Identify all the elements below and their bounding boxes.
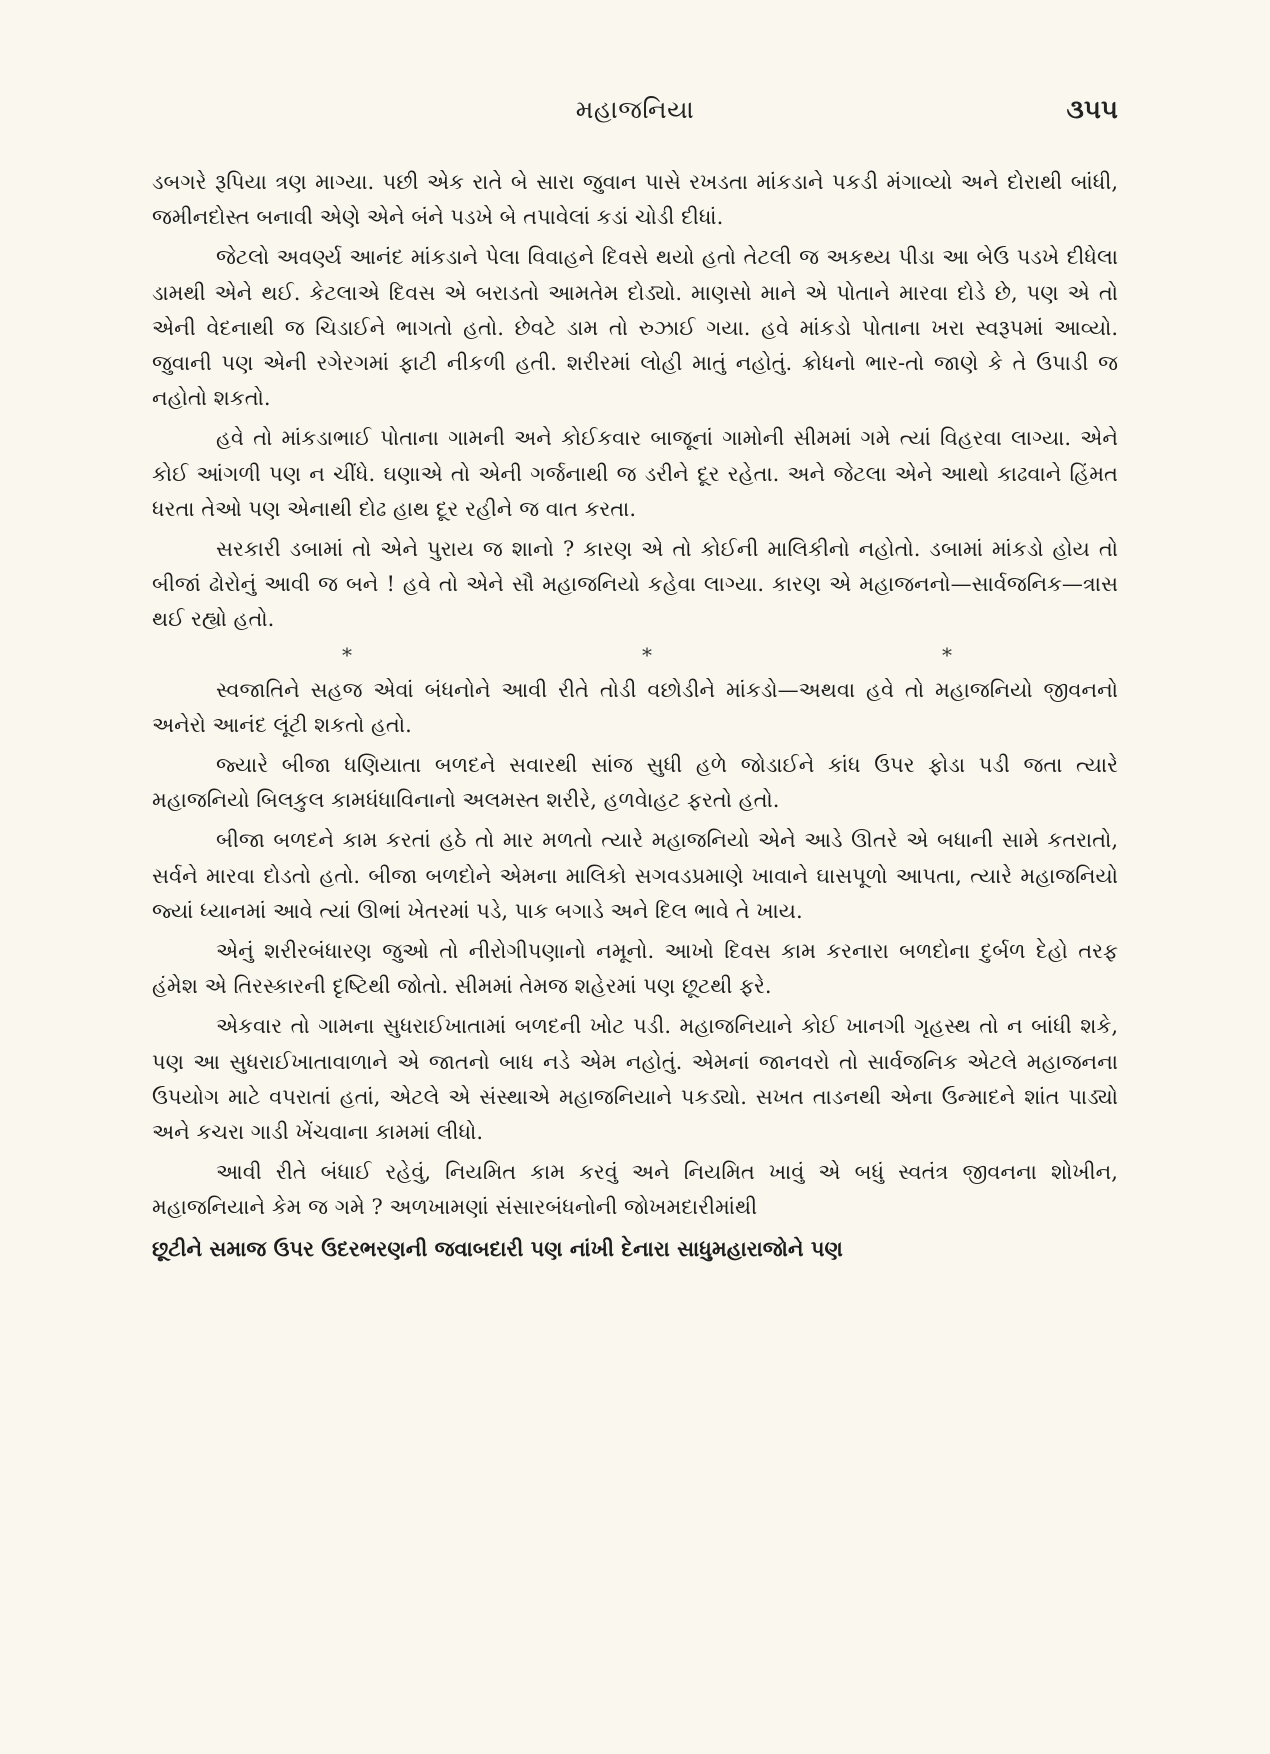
asterism: * (642, 642, 652, 667)
body-text (152, 165, 1118, 1266)
paragraph: આવી રીતે બંધાઈ રહેવું, નિયમિત કામ કરવું અને નિયમિત ખાવું એ બધું સ્વતંત્ર જીવનના શોખીન, મહાજનિયાને કેમ જ ગમે ? અળખામણાં સંસારબંધનોની જોખમદારીમાંથી (152, 1160, 1118, 1220)
section-break (342, 643, 952, 667)
paragraph: સ્વજાતિને સહજ એવાં બંધનોને આવી રીતે તોડી વછોડીને માંકડો—અથવા હવે તો મહાજનિયો જીવનનો અનેરો આનંદ લૂંટી શકતો હતો. (152, 677, 1118, 737)
page-header (152, 95, 1118, 135)
paragraph: ડબગરે રૂપિયા ત્રણ માગ્યા. પછી એક રાતે બે સારા જુવાન પાસે રખડતા માંકડાને પકડી મંગાવ્યો અને દોરાથી બાંધી, જમીનદોસ્ત બનાવી એણે એને બંને પડખે બે તપાવેલાં કડાં ચોડી દીધાં. (152, 170, 1118, 230)
page-number: ૩૫૫ (1066, 95, 1118, 125)
paragraph: હવે તો માંકડાભાઈ પોતાના ગામની અને કોઈકવાર બાજૂનાં ગામોની સીમમાં ગમે ત્યાં વિહરવા લાગ્યા. એને કોઈ આંગળી પણ ન ચીંધે. ઘણાએ તો એની ગર્જનાથી જ ડરીને દૂર રહેતા. અને જેટલા એને આથો કાઢવાને હિંમત ધરતા તેઓ પણ એનાથી દોઢ હાથ દૂર રહીને જ વાત કરતા. (152, 426, 1118, 521)
asterism: * (942, 642, 952, 667)
paragraph: જ્યારે બીજા ધણિયાતા બળદને સવારથી સાંજ સુધી હળે જોડાઈને કાંધ ઉપર ફોડા પડી જતા ત્યારે મહાજનિયો બિલકુલ કામધંધાવિનાનો અલમસ્ત શરીરે, હળવેાહટ ફરતો હતો. (152, 753, 1118, 813)
paragraph: સરકારી ડબામાં તો એને પુરાય જ શાનો ? કારણ એ તો કોઈની માલિકીનો નહોતો. ડબામાં માંકડો હોય તો બીજાં ઢોરોનું આવી જ બને ! હવે તો એને સૌ મહાજનિયો કહેવા લાગ્યા. કારણ એ મહાજનનો—સાર્વજનિક—ત્રાસ થઈ રહ્યો હતો. (152, 537, 1118, 632)
running-title: મહાજનિયા (575, 95, 695, 124)
paragraph: એનું શરીરબંધારણ જુઓ તો નીરોગીપણાનો નમૂનો. આખો દિવસ કામ કરનારા બળદોના દુર્બળ દેહો તરફ હંમેશ એ તિરસ્કારની દૃષ્ટિથી જોતો. સીમમાં તેમજ શહેરમાં પણ છૂટથી ફરે. (152, 939, 1118, 999)
paragraph: જેટલો અવર્ણ્ય આનંદ માંકડાને પેલા વિવાહને દિવસે થયો હતો તેટલી જ અકથ્ય પીડા આ બેઉ પડખે દીધેલા ડામથી એને થઈ. કેટલાએ દિવસ એ બરાડતો આમતેમ દોડ્યો. માણસો માને એ પોતાને મારવા દોડે છે, પણ એ તો એની વેદનાથી જ ચિડાઈને ભાગતો હતો. છેવટે ડામ તો રુઝાઈ ગયા. હવે માંકડો પોતાના ખરા સ્વરૂપમાં આવ્યો. જુવાની પણ એની રગેરગમાં ફાટી નીકળી હતી. શરીરમાં લોહી માતું નહોતું. ક્રોધનો ભાર-તો જાણે કે તે ઉપાડી જ નહોતો શકતો. (152, 245, 1118, 411)
asterism: * (342, 642, 352, 667)
last-line: છૂટીને સમાજ ઉપર ઉદરભરણની જવાબદારી પણ નાંખી દેનારા સાધુમહારાજોને પણ (152, 1235, 843, 1261)
paragraph: બીજા બળદને કામ કરતાં હઠે તો માર મળતો ત્યારે મહાજનિયો એને આડે ઊતરે એ બધાની સામે કતરાતો, સર્વને મારવા દોડતો હતો. બીજા બળદોને એમના માલિકો સગવડપ્રમાણે ખાવાને ઘાસપૂળો આપતા, ત્યારે મહાજનિયો જ્યાં ધ્યાનમાં આવે ત્યાં ઊભાં ખેતરમાં પડે, પાક બગાડે અને દિલ ભાવે તે ખાય. (152, 828, 1118, 923)
paragraph: એકવાર તો ગામના સુધરાઈખાતામાં બળદની ખોટ પડી. મહાજનિયાને કોઈ ખાનગી ગૃહસ્થ તો ન બાંધી શકે, પણ આ સુધરાઈખાતાવાળાને એ જાતનો બાધ નડે એમ નહોતું. એમનાં જાનવરો તો સાર્વજનિક એટલે મહાજનના ઉપયોગ માટે વપરાતાં હતાં, એટલે એ સંસ્થાએ મહાજનિયાને પકડ્યો. સખત તાડનથી એના ઉન્માદને શાંત પાડ્યો અને કચરા ગાડી ખેંચવાના કામમાં લીધો. (152, 1014, 1118, 1145)
